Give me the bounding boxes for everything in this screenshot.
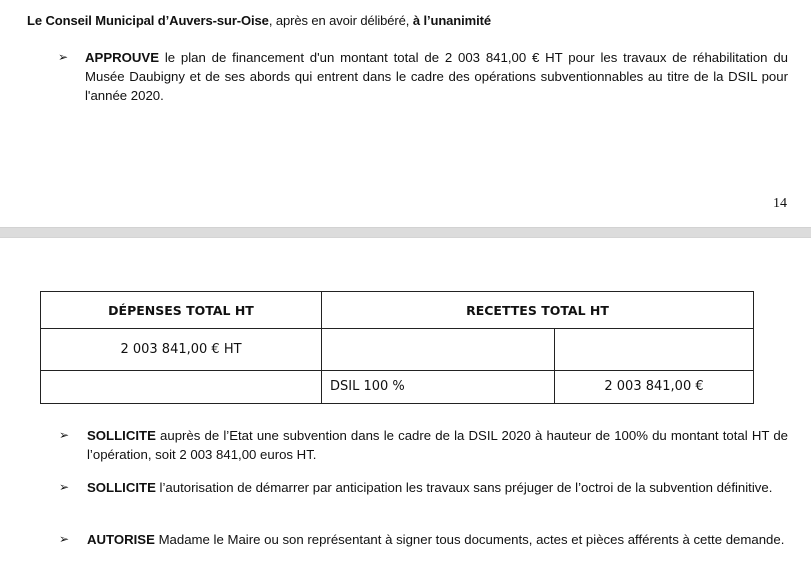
bullet-verb: APPROUVE xyxy=(85,50,160,65)
table-header-row xyxy=(41,292,754,329)
arrow-bullet-icon: ➢ xyxy=(59,532,70,546)
header-depenses: DÉPENSES TOTAL HT xyxy=(41,292,322,329)
arrow-bullet-icon: ➢ xyxy=(59,428,70,442)
bullet-verb: AUTORISE xyxy=(87,532,155,547)
page-separator xyxy=(0,227,811,238)
bullet-body: auprès de l’Etat une subvention dans le cadre de la DSIL 2020 à hauteur de 100% du montant total HT de l’opération, soit 2 003 841,00 euros HT. xyxy=(87,428,788,462)
bullet-sollicite-autorisation xyxy=(87,478,788,497)
arrow-bullet-icon: ➢ xyxy=(59,480,70,494)
cell-recettes-label: DSIL 100 % xyxy=(322,370,555,403)
arrow-bullet-icon: ➢ xyxy=(58,50,69,64)
cell-recettes-label xyxy=(322,329,555,370)
bullet-verb: SOLLICITE xyxy=(87,480,156,495)
bullet-autorise xyxy=(87,530,788,549)
table-row xyxy=(41,370,754,403)
header-recettes: RECETTES TOTAL HT xyxy=(322,292,754,329)
bullet-text xyxy=(87,478,788,497)
page-number: 14 xyxy=(773,196,787,211)
bullet-text xyxy=(85,48,788,105)
cell-recettes-amount: 2 003 841,00 € xyxy=(555,370,754,403)
bullet-approuve xyxy=(85,48,788,105)
table-row xyxy=(41,329,754,370)
bullet-body: l’autorisation de démarrer par anticipation les travaux sans préjuger de l’octroi de la subvention définitive. xyxy=(155,480,773,495)
cell-depenses-amount xyxy=(41,370,322,403)
cell-depenses-amount: 2 003 841,00 € HT xyxy=(41,329,322,370)
vote-result: à l’unanimité xyxy=(412,13,491,28)
council-intro xyxy=(27,13,491,28)
cell-recettes-amount xyxy=(555,329,754,370)
bullet-sollicite-subvention xyxy=(87,426,788,464)
council-name: Le Conseil Municipal d’Auvers-sur-Oise xyxy=(27,13,269,28)
bullet-text xyxy=(87,426,788,464)
bullet-text xyxy=(87,530,788,549)
bullet-body: Madame le Maire ou son représentant à signer tous documents, actes et pièces afférents à cette demande. xyxy=(154,532,785,547)
bullet-body: le plan de financement d'un montant total de 2 003 841,00 € HT pour les travaux de réhabilitation du Musée Daubigny et de ses abords qui entrent dans le cadre des opérations subventionnables au titre de la DSIL pour l'année 2020. xyxy=(85,50,788,103)
page-top xyxy=(0,0,811,227)
intro-middle: , après en avoir délibéré, xyxy=(268,13,413,28)
page-bottom xyxy=(0,238,811,573)
bullet-verb: SOLLICITE xyxy=(87,428,156,443)
financing-table xyxy=(40,291,754,404)
